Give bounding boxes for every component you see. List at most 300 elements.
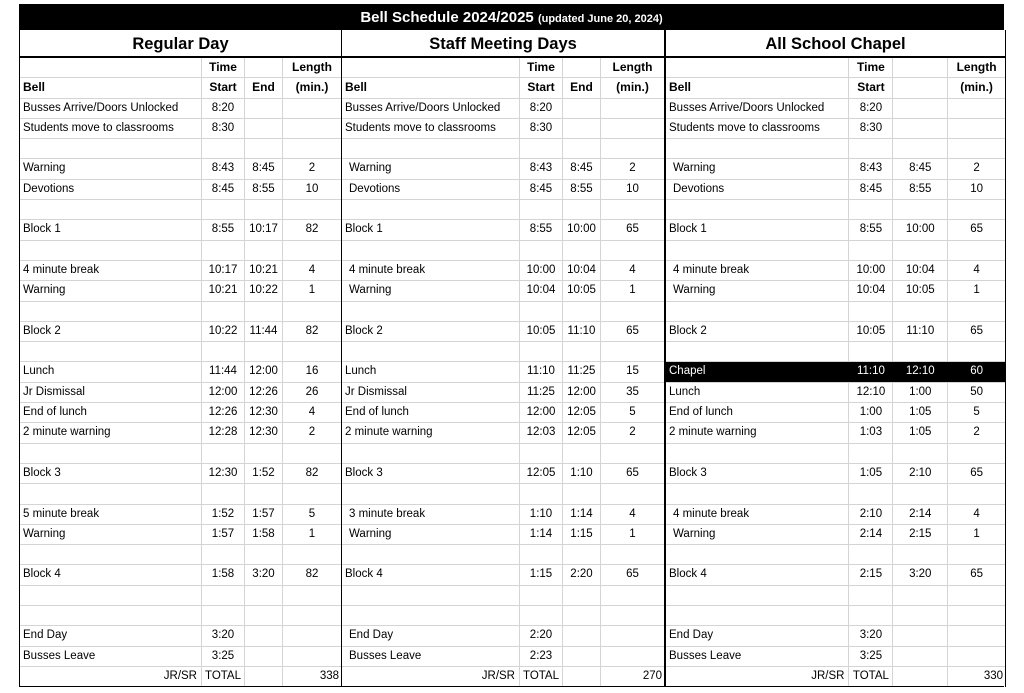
cell-length: 10 xyxy=(970,182,983,195)
cell-end: 10:00 xyxy=(563,220,601,239)
cell-start xyxy=(202,606,245,625)
table-row xyxy=(666,444,1005,464)
cell-end: 8:55 xyxy=(245,180,283,199)
table-row xyxy=(666,606,1005,626)
cell-length xyxy=(948,586,1005,605)
cell-start: 2:14 xyxy=(849,525,893,544)
cell-start xyxy=(849,545,893,564)
panel-title: Regular Day xyxy=(20,30,341,58)
cell-start xyxy=(520,586,563,605)
table-row xyxy=(666,241,1005,261)
cell-end: 1:15 xyxy=(563,525,601,544)
header-row-top xyxy=(342,58,664,78)
cell-start: 12:00 xyxy=(202,383,245,402)
cell-start xyxy=(849,241,893,260)
cell-length: 4 xyxy=(308,263,316,276)
table-row xyxy=(666,342,1005,362)
table-row xyxy=(20,159,341,179)
cell-start: 12:03 xyxy=(520,423,563,442)
cell-start: 3:20 xyxy=(849,626,893,645)
cell-bell: Students move to classrooms xyxy=(342,119,520,138)
cell-bell: Warning xyxy=(342,525,520,544)
table-row xyxy=(666,423,1005,443)
cell-end xyxy=(563,586,601,605)
cell-bell xyxy=(20,606,202,625)
cell-end xyxy=(893,647,948,666)
header-row-top xyxy=(666,58,1005,78)
cell-length: 65 xyxy=(970,324,983,337)
cell-end: 1:05 xyxy=(893,403,948,422)
total-label: JR/SR xyxy=(666,667,849,687)
cell-start: 3:20 xyxy=(202,626,245,645)
cell-bell: End Day xyxy=(20,626,202,645)
cell-end: 12:00 xyxy=(563,383,601,402)
cell-bell xyxy=(666,545,849,564)
cell-end xyxy=(893,139,948,158)
cell-start: 8:45 xyxy=(202,180,245,199)
cell-length: 65 xyxy=(626,466,639,479)
cell-length xyxy=(948,342,1005,361)
cell-bell: 2 minute warning xyxy=(666,423,849,442)
total-row xyxy=(20,667,341,687)
table-row xyxy=(20,403,341,423)
cell-length xyxy=(601,119,664,138)
cell-length xyxy=(601,545,664,564)
cell-length xyxy=(283,444,341,463)
cell-bell: Warning xyxy=(20,159,202,178)
table-row xyxy=(342,383,664,403)
cell-start: 1:05 xyxy=(849,464,893,483)
cell-bell: Block 4 xyxy=(20,565,202,584)
cell-start: 8:43 xyxy=(849,159,893,178)
table-row xyxy=(20,525,341,545)
title-main: Bell Schedule 2024/2025 xyxy=(360,9,534,26)
cell-bell xyxy=(666,302,849,321)
cell-start xyxy=(849,342,893,361)
cell-end: 11:25 xyxy=(563,362,601,381)
table-row xyxy=(342,200,664,220)
cell-start: 10:05 xyxy=(849,322,893,341)
cell-bell: 5 minute break xyxy=(20,505,202,524)
cell-start: 12:00 xyxy=(520,403,563,422)
header-start: Start xyxy=(520,78,563,97)
cell-end xyxy=(563,444,601,463)
cell-length xyxy=(601,241,664,260)
cell-length xyxy=(283,200,341,219)
cell-length xyxy=(601,99,664,118)
cell-bell: End Day xyxy=(342,626,520,645)
cell-bell: Busses Leave xyxy=(666,647,849,666)
total-word: TOTAL xyxy=(849,667,893,687)
cell-end: 11:10 xyxy=(563,322,601,341)
cell-end xyxy=(893,302,948,321)
cell-bell xyxy=(20,444,202,463)
total-row xyxy=(666,667,1005,687)
table-row xyxy=(20,220,341,240)
cell-start: 11:25 xyxy=(520,383,563,402)
table-row xyxy=(20,139,341,159)
cell-length xyxy=(948,139,1005,158)
cell-length: 4 xyxy=(629,507,636,520)
table-row xyxy=(20,484,341,504)
cell-bell xyxy=(20,342,202,361)
cell-end: 10:21 xyxy=(245,261,283,280)
table-row xyxy=(342,342,664,362)
table-row xyxy=(20,423,341,443)
table-row xyxy=(20,119,341,139)
cell-end xyxy=(563,647,601,666)
header-start: Start xyxy=(202,78,245,97)
cell-bell: Devotions xyxy=(666,180,849,199)
cell-length: 82 xyxy=(305,466,319,479)
cell-bell xyxy=(666,241,849,260)
cell-start xyxy=(202,241,245,260)
cell-end xyxy=(563,200,601,219)
cell-bell: End of lunch xyxy=(342,403,520,422)
cell-end xyxy=(563,302,601,321)
header-min: (min.) xyxy=(960,80,993,95)
cell-start xyxy=(520,241,563,260)
cell-start xyxy=(202,139,245,158)
cell-length: 10 xyxy=(305,182,319,195)
cell-length xyxy=(601,586,664,605)
table-row xyxy=(666,565,1005,585)
header-end-blank xyxy=(563,58,601,77)
cell-start xyxy=(202,200,245,219)
cell-length: 15 xyxy=(626,365,639,378)
cell-length xyxy=(283,586,341,605)
table-row xyxy=(666,505,1005,525)
table-row xyxy=(342,647,664,667)
table-row xyxy=(342,302,664,322)
header-row-top xyxy=(20,58,341,78)
cell-length xyxy=(601,444,664,463)
header-end-blank xyxy=(893,58,948,77)
cell-end xyxy=(245,586,283,605)
table-row xyxy=(666,119,1005,139)
cell-length: 2 xyxy=(629,426,636,439)
cell-start: 8:55 xyxy=(520,220,563,239)
cell-end: 10:00 xyxy=(893,220,948,239)
cell-start xyxy=(202,444,245,463)
cell-end: 2:14 xyxy=(893,505,948,524)
cell-bell xyxy=(342,586,520,605)
cell-end xyxy=(563,139,601,158)
cell-length: 65 xyxy=(626,223,639,236)
cell-start: 8:20 xyxy=(849,99,893,118)
cell-start: 10:05 xyxy=(520,322,563,341)
total-word: TOTAL xyxy=(520,667,563,687)
cell-bell: Jr Dismissal xyxy=(342,383,520,402)
cell-length: 1 xyxy=(973,284,980,297)
cell-length xyxy=(283,647,341,666)
cell-end xyxy=(563,241,601,260)
cell-bell: Block 2 xyxy=(666,322,849,341)
cell-start: 10:00 xyxy=(849,261,893,280)
cell-end xyxy=(893,241,948,260)
table-row xyxy=(342,606,664,626)
cell-start: 12:10 xyxy=(849,383,893,402)
header-time: Time xyxy=(520,58,563,77)
table-row xyxy=(666,383,1005,403)
header-length: Length xyxy=(612,60,653,74)
table-row xyxy=(342,99,664,119)
cell-end: 1:58 xyxy=(245,525,283,544)
cell-length: 2 xyxy=(973,426,980,439)
cell-start: 8:30 xyxy=(520,119,563,138)
table-row xyxy=(20,545,341,565)
cell-bell: Warning xyxy=(666,281,849,300)
table-row xyxy=(20,322,341,342)
cell-end: 12:05 xyxy=(563,403,601,422)
header-time: Time xyxy=(202,58,245,77)
cell-start: 8:55 xyxy=(849,220,893,239)
cell-bell xyxy=(20,200,202,219)
cell-end xyxy=(893,545,948,564)
cell-length xyxy=(948,606,1005,625)
cell-end xyxy=(245,200,283,219)
cell-length: 65 xyxy=(626,324,639,337)
cell-bell: End of lunch xyxy=(20,403,202,422)
cell-start: 11:44 xyxy=(202,362,245,381)
header-start: Start xyxy=(849,78,893,97)
cell-length xyxy=(948,241,1005,260)
cell-start: 1:14 xyxy=(520,525,563,544)
cell-bell xyxy=(20,302,202,321)
cell-end xyxy=(245,606,283,625)
cell-bell xyxy=(342,200,520,219)
cell-start: 3:25 xyxy=(202,647,245,666)
cell-start xyxy=(849,606,893,625)
cell-start xyxy=(520,302,563,321)
cell-length: 1 xyxy=(308,527,316,540)
cell-bell: 4 minute break xyxy=(666,261,849,280)
cell-start: 10:04 xyxy=(520,281,563,300)
total-value: 338 xyxy=(319,669,339,682)
cell-end: 10:22 xyxy=(245,281,283,300)
cell-bell xyxy=(666,484,849,503)
header-min: (min.) xyxy=(295,80,329,95)
table-row xyxy=(666,403,1005,423)
table-row xyxy=(666,180,1005,200)
cell-end xyxy=(893,606,948,625)
header-bell-blank xyxy=(20,58,202,77)
cell-end: 1:00 xyxy=(893,383,948,402)
cell-bell: Students move to classrooms xyxy=(666,119,849,138)
cell-bell: Block 3 xyxy=(666,464,849,483)
cell-end xyxy=(245,342,283,361)
cell-end xyxy=(245,241,283,260)
cell-length: 16 xyxy=(305,365,319,378)
cell-start: 10:00 xyxy=(520,261,563,280)
cell-end xyxy=(245,119,283,138)
cell-end: 8:55 xyxy=(563,180,601,199)
cell-bell: Lunch xyxy=(20,362,202,381)
cell-bell: Chapel xyxy=(666,362,849,381)
panel-regular-day xyxy=(20,30,342,687)
cell-bell: Jr Dismissal xyxy=(20,383,202,402)
table-row xyxy=(666,647,1005,667)
cell-bell: Warning xyxy=(20,525,202,544)
panel-staff-meeting-days xyxy=(342,30,666,687)
cell-bell: 4 minute break xyxy=(342,261,520,280)
cell-end xyxy=(893,342,948,361)
table-row xyxy=(666,139,1005,159)
cell-start xyxy=(520,484,563,503)
cell-start: 11:10 xyxy=(849,362,893,381)
cell-end: 12:26 xyxy=(245,383,283,402)
cell-length xyxy=(948,545,1005,564)
table-row xyxy=(666,220,1005,240)
panel-title: Staff Meeting Days xyxy=(342,30,664,58)
table-row xyxy=(20,302,341,322)
cell-bell: Block 2 xyxy=(20,322,202,341)
cell-bell xyxy=(20,586,202,605)
header-bell: Bell xyxy=(342,78,520,97)
cell-length xyxy=(283,139,341,158)
cell-start xyxy=(849,444,893,463)
cell-bell: Block 4 xyxy=(342,565,520,584)
cell-start xyxy=(520,545,563,564)
cell-length: 1 xyxy=(973,527,980,540)
cell-start: 11:10 xyxy=(520,362,563,381)
cell-end xyxy=(893,626,948,645)
cell-end: 8:55 xyxy=(893,180,948,199)
cell-end: 11:10 xyxy=(893,322,948,341)
cell-length xyxy=(948,302,1005,321)
cell-bell xyxy=(342,606,520,625)
cell-bell: Students move to classrooms xyxy=(20,119,202,138)
table-row xyxy=(20,99,341,119)
table-row xyxy=(666,464,1005,484)
cell-length xyxy=(601,200,664,219)
table-row xyxy=(666,200,1005,220)
cell-bell: Busses Leave xyxy=(20,647,202,666)
table-row xyxy=(666,261,1005,281)
cell-start: 10:22 xyxy=(202,322,245,341)
cell-length xyxy=(601,139,664,158)
cell-length: 2 xyxy=(308,426,316,439)
cell-start: 12:30 xyxy=(202,464,245,483)
cell-length: 1 xyxy=(629,527,636,540)
cell-length: 35 xyxy=(626,385,639,398)
table-row xyxy=(20,647,341,667)
cell-start: 10:21 xyxy=(202,281,245,300)
cell-start xyxy=(849,200,893,219)
cell-end: 10:05 xyxy=(893,281,948,300)
cell-start xyxy=(202,545,245,564)
cell-length xyxy=(948,200,1005,219)
cell-bell: Block 1 xyxy=(342,220,520,239)
table-row xyxy=(20,626,341,646)
cell-end: 1:52 xyxy=(245,464,283,483)
cell-bell: Block 2 xyxy=(342,322,520,341)
cell-end xyxy=(245,484,283,503)
table-row xyxy=(20,281,341,301)
cell-start: 8:45 xyxy=(849,180,893,199)
cell-bell: Busses Arrive/Doors Unlocked xyxy=(20,99,202,118)
cell-bell xyxy=(20,545,202,564)
cell-length xyxy=(948,484,1005,503)
cell-start: 1:57 xyxy=(202,525,245,544)
cell-length xyxy=(948,119,1005,138)
header-bell: Bell xyxy=(666,78,849,97)
cell-length: 5 xyxy=(973,406,980,419)
cell-length xyxy=(283,484,341,503)
cell-bell: Block 3 xyxy=(342,464,520,483)
cell-length: 65 xyxy=(970,223,983,236)
table-row xyxy=(342,362,664,382)
cell-length: 2 xyxy=(629,162,636,175)
header-length: Length xyxy=(292,60,332,74)
cell-end xyxy=(563,484,601,503)
cell-start: 1:15 xyxy=(520,565,563,584)
cell-end xyxy=(245,545,283,564)
cell-end: 10:04 xyxy=(893,261,948,280)
cell-end: 3:20 xyxy=(245,565,283,584)
cell-end xyxy=(893,99,948,118)
cell-start: 2:15 xyxy=(849,565,893,584)
table-row xyxy=(20,200,341,220)
cell-start: 2:10 xyxy=(849,505,893,524)
total-label: JR/SR xyxy=(342,667,520,687)
cell-bell: Warning xyxy=(342,281,520,300)
cell-bell: Block 1 xyxy=(20,220,202,239)
cell-end xyxy=(245,302,283,321)
cell-end: 8:45 xyxy=(245,159,283,178)
cell-end xyxy=(893,119,948,138)
cell-bell: Devotions xyxy=(342,180,520,199)
cell-bell xyxy=(20,241,202,260)
total-blank xyxy=(563,667,601,687)
cell-start: 3:25 xyxy=(849,647,893,666)
panel-all-school-chapel xyxy=(666,30,1006,687)
cell-end: 10:17 xyxy=(245,220,283,239)
cell-bell xyxy=(342,139,520,158)
header-end: End xyxy=(563,78,601,97)
total-blank xyxy=(893,667,948,687)
header-bell-blank xyxy=(342,58,520,77)
cell-start xyxy=(849,586,893,605)
cell-end: 8:45 xyxy=(563,159,601,178)
table-row xyxy=(342,119,664,139)
table-row xyxy=(666,322,1005,342)
cell-length xyxy=(948,626,1005,645)
cell-end: 2:10 xyxy=(893,464,948,483)
cell-end: 8:45 xyxy=(893,159,948,178)
cell-end: 12:30 xyxy=(245,403,283,422)
cell-start: 2:23 xyxy=(520,647,563,666)
cell-start: 10:17 xyxy=(202,261,245,280)
cell-length: 4 xyxy=(973,507,980,520)
cell-bell: Warning xyxy=(20,281,202,300)
table-row xyxy=(20,383,341,403)
cell-bell: End of lunch xyxy=(666,403,849,422)
table-row xyxy=(20,261,341,281)
cell-start xyxy=(849,484,893,503)
header-length: Length xyxy=(956,60,997,74)
table-row xyxy=(342,505,664,525)
cell-end: 2:15 xyxy=(893,525,948,544)
cell-end xyxy=(563,545,601,564)
cell-start: 8:20 xyxy=(520,99,563,118)
cell-bell xyxy=(342,241,520,260)
table-row xyxy=(20,464,341,484)
cell-length: 4 xyxy=(629,263,636,276)
cell-end: 12:10 xyxy=(893,362,948,381)
cell-end xyxy=(893,586,948,605)
cell-length: 82 xyxy=(305,324,319,337)
